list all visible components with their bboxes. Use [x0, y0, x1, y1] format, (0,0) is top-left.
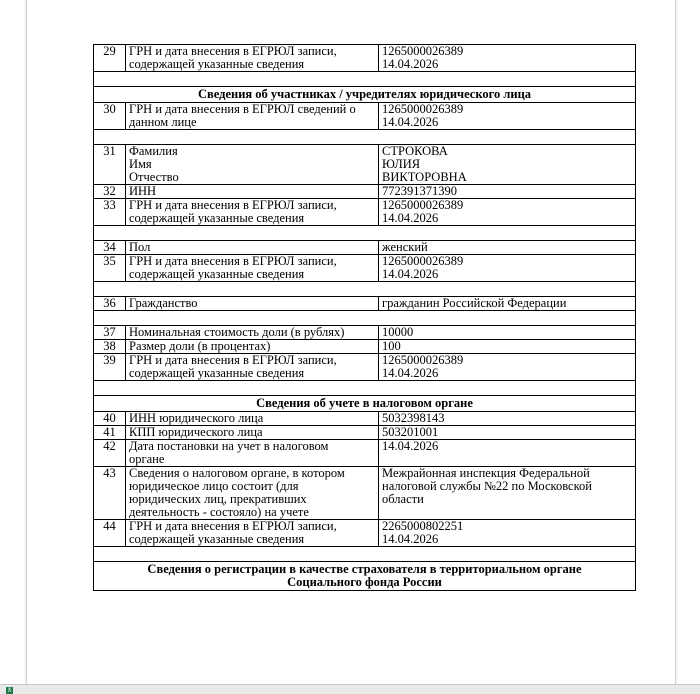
row-number: 34: [94, 241, 126, 255]
row-label: Фамилия Имя Отчество: [126, 145, 379, 185]
row-value: 10000: [379, 326, 636, 340]
row-value: 100: [379, 340, 636, 354]
row-value: Межрайонная инспекция Федеральной налоговой службы №22 по Московской области: [379, 467, 636, 520]
row-label: Пол: [126, 241, 379, 255]
table-row-33: [94, 199, 636, 226]
row-value: 1265000026389 14.04.2026: [379, 255, 636, 282]
row-number: 35: [94, 255, 126, 282]
row-number: 29: [94, 45, 126, 72]
row-label: КПП юридического лица: [126, 426, 379, 440]
spacer-row: [94, 226, 636, 241]
row-number: 36: [94, 297, 126, 311]
document-page: [26, 0, 676, 684]
row-label: ГРН и дата внесения в ЕГРЮЛ записи, содержащей указанные сведения: [126, 45, 379, 72]
row-number: 37: [94, 326, 126, 340]
row-label: ГРН и дата внесения в ЕГРЮЛ записи, содержащей указанные сведения: [126, 354, 379, 381]
section-header-tax: Сведения об учете в налоговом органе: [94, 396, 636, 412]
egrul-extract-table: [93, 44, 636, 591]
row-number: 30: [94, 103, 126, 130]
row-value: женский: [379, 241, 636, 255]
row-value: 772391371390: [379, 185, 636, 199]
table-row-42: [94, 440, 636, 467]
row-label: Сведения о налоговом органе, в котором юридическое лицо состоит (для юридических лиц, прекративших деятельность - состояло) на учете: [126, 467, 379, 520]
row-number: 43: [94, 467, 126, 520]
table-row-39: [94, 354, 636, 381]
table-row-38: [94, 340, 636, 354]
row-value: СТРОКОВА ЮЛИЯ ВИКТОРОВНА: [379, 145, 636, 185]
section-header-participants: Сведения об участниках / учредителях юридического лица: [94, 87, 636, 103]
row-label: ИНН юридического лица: [126, 412, 379, 426]
row-number: 42: [94, 440, 126, 467]
row-label: ГРН и дата внесения в ЕГРЮЛ записи, содержащей указанные сведения: [126, 199, 379, 226]
row-value: 503201001: [379, 426, 636, 440]
row-value: 2265000802251 14.04.2026: [379, 520, 636, 547]
row-number: 33: [94, 199, 126, 226]
row-label: ГРН и дата внесения в ЕГРЮЛ записи, содержащей указанные сведения: [126, 520, 379, 547]
spacer-row: [94, 381, 636, 396]
row-label: ГРН и дата внесения в ЕГРЮЛ записи, содержащей указанные сведения: [126, 255, 379, 282]
table-row-34: [94, 241, 636, 255]
row-value: 1265000026389 14.04.2026: [379, 45, 636, 72]
row-number: 41: [94, 426, 126, 440]
row-label: Размер доли (в процентах): [126, 340, 379, 354]
table-row-32: [94, 185, 636, 199]
row-value: 1265000026389 14.04.2026: [379, 354, 636, 381]
table-row-30: [94, 103, 636, 130]
row-label: Дата постановки на учет в налоговом органе: [126, 440, 379, 467]
table-row-44: [94, 520, 636, 547]
row-value: гражданин Российской Федерации: [379, 297, 636, 311]
row-label: ИНН: [126, 185, 379, 199]
row-number: 40: [94, 412, 126, 426]
table-row-41: [94, 426, 636, 440]
row-value: 1265000026389 14.04.2026: [379, 103, 636, 130]
spacer-row: [94, 282, 636, 297]
row-number: 38: [94, 340, 126, 354]
table-row-37: [94, 326, 636, 340]
table-row-35: [94, 255, 636, 282]
row-value: 1265000026389 14.04.2026: [379, 199, 636, 226]
spacer-row: [94, 130, 636, 145]
row-label: ГРН и дата внесения в ЕГРЮЛ сведений о данном лице: [126, 103, 379, 130]
table-row-29: [94, 45, 636, 72]
row-value: 14.04.2026: [379, 440, 636, 467]
row-label: Номинальная стоимость доли (в рублях): [126, 326, 379, 340]
spacer-row: [94, 547, 636, 562]
row-number: 39: [94, 354, 126, 381]
row-number: 31: [94, 145, 126, 185]
table-row-40: [94, 412, 636, 426]
table-row-36: [94, 297, 636, 311]
spacer-row: [94, 72, 636, 87]
spacer-row: [94, 311, 636, 326]
section-header-social-fund: Сведения о регистрации в качестве страхователя в территориальном органе Социального фонда России: [94, 562, 636, 591]
row-value: 5032398143: [379, 412, 636, 426]
excel-icon[interactable]: X: [7, 687, 12, 694]
row-number: 44: [94, 520, 126, 547]
row-label: Гражданство: [126, 297, 379, 311]
table-row-31: [94, 145, 636, 185]
row-number: 32: [94, 185, 126, 199]
table-row-43: [94, 467, 636, 520]
